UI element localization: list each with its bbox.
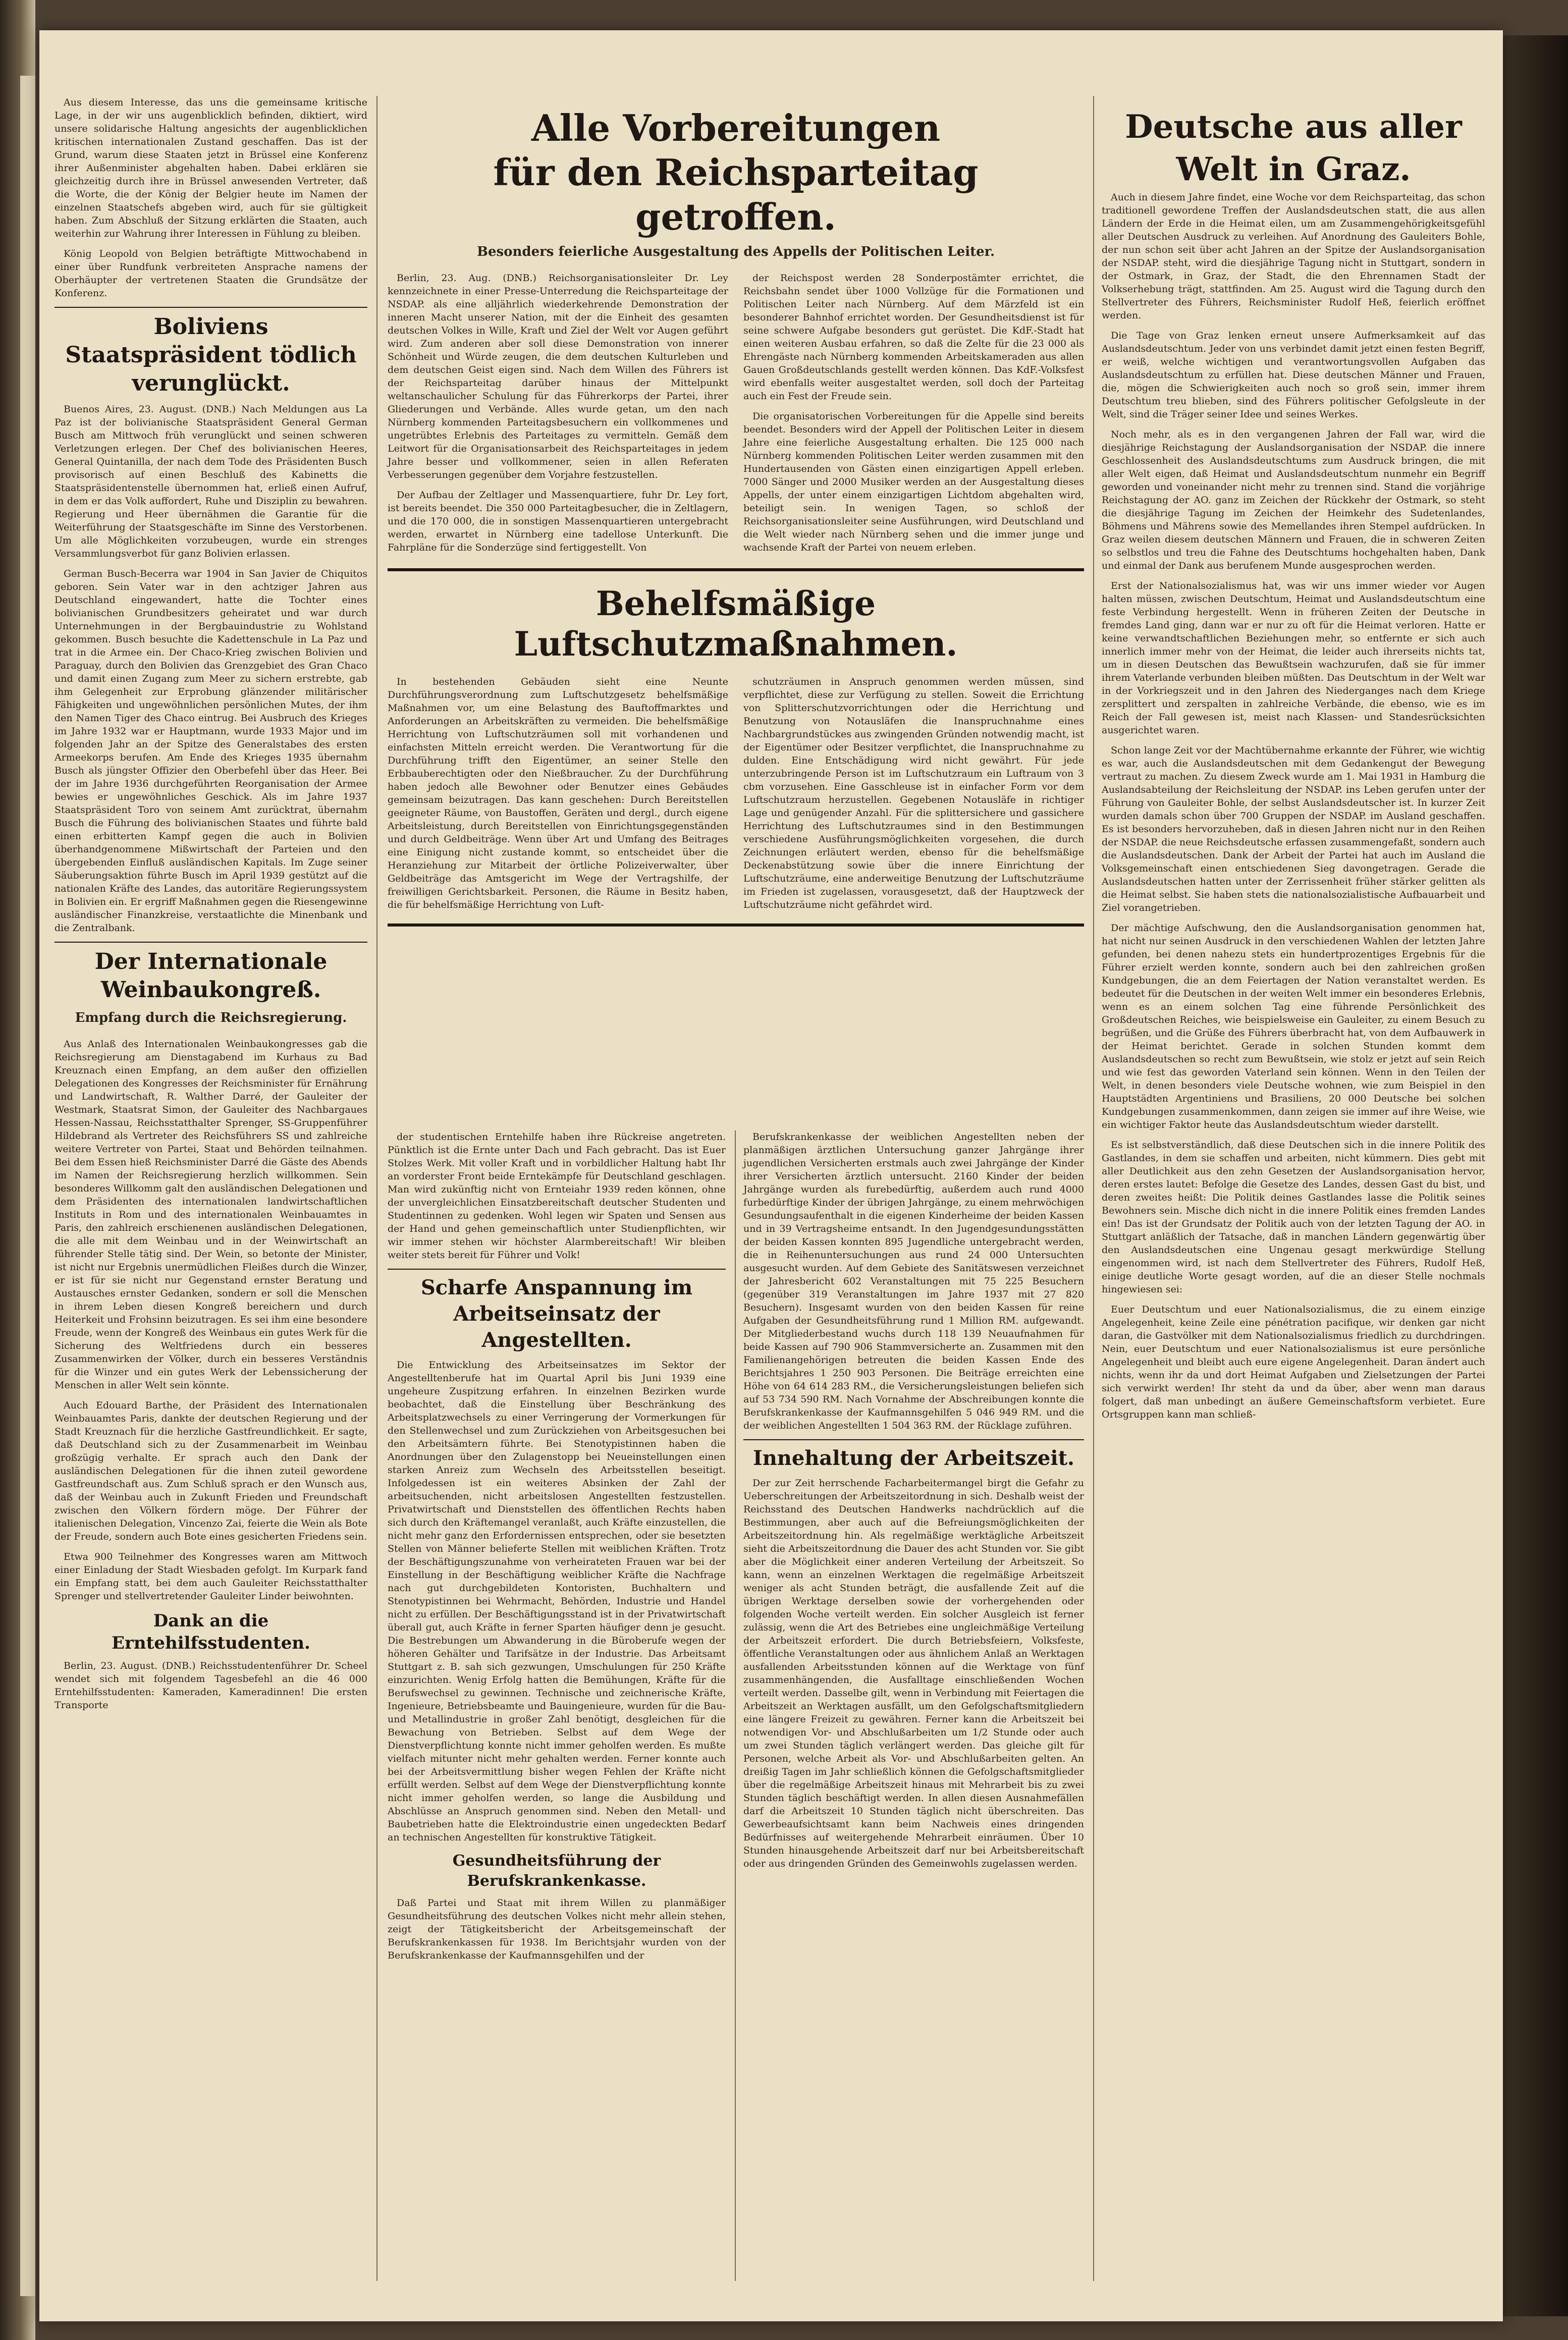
arbeitseinsatz-paragraph: Die Entwicklung des Arbeitseinsatzes im Sektor der Angestelltenberufe hat im Quartal April bis Juni 1939 eine ungeheure Zuspitzung erfahren. In einzelnen Bezirken wurde beobachtet, daß die Einstellung über Beschränkung des Arbeitsplatzwechsels zu einer Verringerung der Vormerkungen für den Stellenwechsel und zum Zurückziehen von Arbeitsgesuchen bei den Arbeitsämtern führte. Bei Stenotypistinnen haben die Anordnungen über den Zulagenstopp bei Neueinstellungen einen starken Anreiz zum Wechseln des Arbeitsstellen beseitigt. Infolgedessen ist ein weiteres Absinken der Zahl der arbeitsuchenden, nicht arbeitslosen Angestellten festzustellen. Privatwirtschaft und Dienststellen des öffentlichen Rechts haben sich durch den Kräftemangel veranlaßt, auch Kräfte einzustellen, die nicht mehr ganz den Erfordernissen entsprechen, oder sie besetzten Stellen von Männer belieferte Stellen mit weiblichen Kräften. Trotz der Beschäftigungszunahme von verheirateten Frauen war bei der Einstellung in der Beschäftigung weiblicher Kräfte die Nachfrage nach gut durchgebildeten Kontoristen, Buchhaltern und Stenotypistinnen bei Wehrmacht, Behörden, Industrie und Handel nicht zu erfüllen. Der Beschäftigungsstand ist in der Privatwirtschaft überall gut, auch Kräfte in ferner Sparten häufiger denn je gesucht. Die Bestrebungen um Abwanderung in die Büroberufe wegen der höheren Gehälter und Tarifsätze in der Industrie. Das Arbeitsamt Stuttgart z. B. sah sich gezwungen, Umschulungen für 250 Kräfte einzurichten. Wenig Erfolg hatten die Bemühungen, Kräfte für die Berufswechsel zu gewinnen. Technische und zeichnerische Kräfte, Ingenieure, Betriebsbeamte und Bauingenieure, wurden für die Bau- und Metallindustrie in großer Zahl benötigt, desgleichen für die Bewachung von Betrieben. Selbst auf dem Wege der Dienstverpflichtung konnte nicht immer geholfen werden. Es mußte vielfach mitunter nicht mehr gehalten werden. Ferner konnte auch bei der Arbeitsvermittlung bisher wegen Fehlen der Kräfte nicht erfüllt werden. Selbst auf dem Wege der Dienstverpflichtung konnte nicht immer geholfen werden, so lange die Ausbildung und Abschlüsse an Anspruch genommen sind. Neben den Metall- und Baubetrieben hatte die Elektroindustrie einen ungedeckten Bedarf an technischen Angestellten für konstruktive Tätigkeit. — [388, 1359, 726, 1843]
headline-erntehilfe: Dank an die Erntehilfsstudenten. — [112, 1611, 310, 1653]
main-article — [388, 106, 1084, 927]
divider — [388, 1269, 726, 1270]
main-paragraph-3: der Reichspost werden 28 Sonderpostämter errichtet, die Reichsbahn sendet über 1000 Vollzüge für die Formationen und Politischen Leiter nach Nürnberg. Auf dem Märzfeld ist ein besonderer Bahnhof errichtet worden. Der Gesundheitsdienst ist für seine schwere Aufgabe besonders gut gerüstet. Die KdF.-Stadt hat einen weiteren Ausbau erfahren, so daß die Zelte für die 23 000 als Ehrengäste nach Nürnberg kommenden Arbeitskameraden aus allen Gauen Großdeutschlands gestellt werden können. Das KdF.-Volksfest wird ebenfalls weiter ausgestaltet werden, soll doch der Parteitag auch ein Fest der Freude sein. — [743, 273, 1084, 402]
lower-right-middle-column — [743, 1130, 1084, 1877]
divider-thick — [388, 568, 1084, 571]
headline-weinbau: Der Internationale Weinbaukongreß. — [94, 949, 328, 1003]
gesundheit-paragraph: Daß Partei und Staat mit ihrem Willen zu planmäßiger Gesundheitsführung des deutschen Volkes nicht mehr allein stehen, zeigt der Tätigkeitsbericht der Arbeitsgemeinschaft der Berufskrankenkassen für 1938. Im Berichtsjahr wurden von der Berufskrankenkasse der Kaufmannsgehilfen und der — [388, 1897, 726, 1961]
column-rule — [735, 1130, 736, 2281]
left-intro: Aus diesem Interesse, das uns die gemeinsame kritische Lage, in der wir uns augenblicklich befinden, diktiert, wird unsere solidarische Haltung angesichts der augenblicklichen kritischen internationalen Zustand geschaffen. Das ist der Grund, warum diese Staaten jetzt in Brüssel eine Konferenz ihrer Außenminister abgehalten haben. Dabei erklären sie gleichzeitig durch ihre in Brüssel anwesenden Vertreter, daß die Worte, die der König der Belgier heute im Namen der einzelnen Staatschefs abgeben wird, auch für sie gültigkeit haben. Zum Abschluß der Sitzung erklärten die Staaten, auch weiterhin zur Wahrung ihrer Interessen in Fühlung zu bleiben. — [55, 97, 367, 239]
bolivia-paragraph-1: Buenos Aires, 23. August. (DNB.) Nach Meldungen aus La Paz ist der bolivianische Staatspräsident General German Busch am Mittwoch früh verunglückt und seinen schweren Verletzungen erlegen. Der Chef des bolivianischen Heeres, General Quintanilla, der nach dem Tode des Präsidenten Busch provisorisch auf einen Beschluß des Kabinetts die Staatspräsidentenstelle übernommen hat, erließ einen Aufruf, in dem er das Volk auffordert, Ruhe und Disziplin zu bewahren. Regierung und Heer übernähmen die Garantie für die Weiterführung der Staatsgeschäfte im Sinne des Verstorbenen. Um alle Möglichkeiten vorzubeugen, wurde ein strenges Versammlungsverbot für ganz Bolivien erlassen. — [55, 404, 367, 559]
newspaper-page — [39, 30, 1503, 2321]
divider — [743, 1439, 1084, 1440]
erntehilfe-continuation: der studentischen Erntehilfe haben ihre Rückreise angetreten. Pünktlich ist die Ernte unter Dach und Fach gebracht. Das ist Euer Stolzes Werk. Mit voller Kraft und in vorbildlicher Haltung habt Ihr an vorderster Front beide Erntekämpfe für Deutschland geschlagen. Man wird zukünftig nicht von Ernteiahr 1939 reden können, ohne der unvergleichlichen Einsatzbereitschaft deutscher Studenten und Studentinnen zu gedenken. Wohl legen wir Spaten und Sensen aus der Hand und gehen gemeinschaftlich unter Studienpflichten, wir wir immer stehen wir höchster Alarmbereitschaft! Wir bleiben weiter stets bereit für Führer und Volk! — [388, 1131, 726, 1261]
erntehilfe-paragraph: Berlin, 23. August. (DNB.) Reichsstudentenführer Dr. Scheel wendet sich mit folgendem Tagesbefehl an die 46 000 Erntehilfsstudenten: Kameraden, Kameradinnen! Die ersten Transporte — [55, 1660, 367, 1711]
luftschutz-headline: Behelfsmäßige Luftschutzmaßnahmen. — [514, 584, 958, 664]
main-headline-line-1: Alle Vorbereitungen — [531, 106, 941, 149]
column-rule — [1093, 96, 1094, 2281]
graz-paragraph-4: Erst der Nationalsozialismus hat, was wir uns immer wieder vor Augen halten müssen, zwischen Deutschtum, Heimat und Auslandsdeutschtum eine feste Verbindung hergestellt. Wenn in früheren Zeiten der Deutsche in fremdes Land ging, dann war er nur zu oft für die Heimat verloren. Hatte er keine verwandtschaftlichen Beziehungen mehr, so entfernte er sich auch innerlich immer mehr von der Heimat, die leider auch ihrerseits nichts tat, um in diesen Deutschen das Bewußtsein wachzurufen, daß sie für immer ihrem Vaterlande verbunden bleiben müßten. Das Deutschtum in der Welt war in der Vorkriegszeit und in den Jahren des Niederganges nach dem Kriege zersplittert und zerspalten in zahlreiche Verbände, die ebenso, wie es im Reich der Fall gewesen ist, meist nach Klassen- und Standesrücksichten ausgerichtet waren. — [1102, 580, 1485, 736]
divider — [55, 307, 367, 308]
main-paragraph-2: Der Aufbau der Zeltlager und Massenquartiere, fuhr Dr. Ley fort, ist bereits beendet. Die 350 000 Parteitagbesucher, die in Zeltlagern, und die 170 000, die in sonstigen Massenquartieren untergebracht werden, erwartet in Nürnberg eine tadellose Unterkunft. Die Fahrpläne für die Sonderzüge sind fertiggestellt. Von — [388, 489, 728, 553]
graz-paragraph-7: Es ist selbstverständlich, daß diese Deutschen sich in die innere Politik des Gastlandes, in dem sie schaffen und arbeiten, nicht kümmern. Dies gebt mit aller Deutlichkeit aus den zehn Gesetzen der Auslandsorganisation hervor, deren erstes lautet: Befolge die Gesetze des Landes, dessen Gast du bist, und deren zweites heißt: Die Politik deines Gastlandes lasse die Politik seines Bewohners sein. Mische dich nicht in die innere Politik eines fremden Landes ein! Das ist der Grundsatz der Politik auch von der letzten Tagung der AO. in Stuttgart anläßlich der Tatsache, daß in manchen Ländern gegenwärtig über den Auslandsdeutschen eine Ungenau gesagt merkwürdige Stellung eingenommen wird, ist nach dem Stellvertreter des Führers, Rudolf Heß, einige deutliche Worte gesagt worden, auf die an dieser Stelle nochmals hingewiesen sei: — [1102, 1139, 1485, 1295]
lower-middle-column — [388, 1130, 726, 1969]
headline-arbeitszeit: Innehaltung der Arbeitszeit. — [753, 1446, 1074, 1470]
main-article-body — [388, 271, 1084, 561]
right-column — [1102, 106, 1485, 1428]
previous-page-edge — [20, 76, 35, 2296]
weinbau-paragraph-1: Aus Anlaß des Internationalen Weinbaukongresses gab die Reichsregierung am Dienstagabend im Kurhaus zu Bad Kreuznach einen Empfang, an dem außer den offiziellen Delegationen des Kongresses der Reichsminister für Ernährung und Landwirtschaft, R. Walther Darré, der Gauleiter der Westmark, Staatsrat Simon, der Gauleiter des Nachbargaues Hessen-Nassau, Reichsstatthalter Sprenger, SS-Gruppenführer Hildebrand als Vertreter des Reichsführers SS und zahlreiche weitere Vertreter von Partei, Staat und Behörden teilnahmen. Bei dem Essen hieß Reichsminister Darré die Gäste des Abends im Namen der Reichsregierung herzlich willkommen. Sein besonderes Willkomm galt den ausländischen Delegationen und dem Präsidenten des internationalen landwirtschaftlichen Instituts in Rom und des internationalen Weinbauamtes in Paris, den zahlreich erschienenen ausländischen Delegationen, die alle mit dem Weinbau und in der Weinwirtschaft an führender Stelle tätig sind. Der Wein, so betonte der Minister, ist nicht nur Ergebnis unermüdlichen Fleißes durch die Winzer, er ist für sie nicht nur Gegenstand ernster Beratung und Austausches ernster Gedanken, sondern er soll die Menschen in ihrem Leben diesen Kongreß bereichern und durch Heiterkeit und Frohsinn beizutragen. Es sei ihm eine besondere Freude, wenn der Kongreß des Weinbaus ein gutes Werk für die Sicherung des Weltfriedens durch ein besseres Zusammenwirken der Völker, durch ein besseres Verständnis für die Winzer und ein gutes Werk der Lebenssicherung der Menschen in aller Welt sein könnte. — [55, 1039, 367, 1391]
graz-paragraph-2: Die Tage von Graz lenken erneut unsere Aufmerksamkeit auf das Auslandsdeutschtum. Jeder von uns verbindet damit jetzt einen festen Begriff, er weiß, welche wichtigen und verantwortungsvollen Aufgaben das Auslandsdeutschtum zu erfüllen hat. Diese deutschen Männer und Frauen, die, mögen die Schwierigkeiten auch noch so groß sein, immer ihrem Deutschtum treu blieben, sind des Führers politischer Gefolgsleute in der Welt, sind die Träger seiner Idee und seines Werkes. — [1102, 330, 1485, 420]
left-column — [55, 96, 367, 1719]
bolivia-paragraph-2: German Busch-Becerra war 1904 in San Javier de Chiquitos geboren. Sein Vater war in den achtziger Jahren aus Deutschland eingewandert, hatte die Tochter eines bolivianischen Grundbesitzers geheiratet und war durch Unternehmungen in der Bergbauindustrie zu Wohlstand gekommen. Busch besuchte die Kadettenschule in La Paz und trat in die Armee ein. Der Chaco-Krieg zwischen Bolivien und Paraguay, durch den Bolivien das Grenzgebiet des Gran Chaco und damit einen Zugang zum Meer zu sichern erstrebte, gab ihm Gelegenheit zur Erprobung glänzender militärischer Fähigkeiten und ungewöhnlichen persönlichen Mutes, der ihm den Namen Tiger des Chaco eintrug. Bei Ausbruch des Krieges im Jahre 1932 war er Hauptmann, wurde 1933 Major und im folgenden Jahr an der Spitze des Generalstabes des ersten Armeekorps berufen. Am Ende des Krieges 1935 übernahm Busch als jüngster Offizier den Oberbefehl über das Heer. Bei der im Jahre 1936 durchgeführten Reorganisation der Armee bewies er ungewöhnliches Geschick. Als im Jahre 1937 Staatspräsident Toro von seinem Amt zurücktrat, übernahm Busch die Führung des bolivianischen Staates und führte bald einen erbitterten Kampf gegen die auch in Bolivien überhandgenommene Mißwirtschaft der Parteien und den übergebenden Einfluß ausländischen Kapitals. Im Zuge seiner Säuberungsaktion führte Busch im April 1939 gestützt auf die nationalen Kräfte des Landes, das autoritäre Regierungssystem in Bolivien ein. Er ergriff Maßnahmen gegen die Riesengewinne ausländischer Finanzkreise, verstaatlichte die Minenbank und die Zentralbank. — [55, 568, 367, 934]
graz-paragraph-3: Noch mehr, als es in den vergangenen Jahren der Fall war, wird die diesjährige Reichstagung der Auslandsorganisation der NSDAP. die innere Geschlossenheit des Auslandsdeutschtums zum Ausdruck bringen, die mit aller Welt eigen, daß Heimat und Auslandsdeutschtum nunmehr ein Begriff geworden und voneinander nicht mehr zu trennen sind. Stand die vorjährige Reichstagung der AO. ganz im Zeichen der Rückkehr der Ostmark, so steht die diesjährige Tagung im Zeichen der Heimkehr des Sudetenlandes, Böhmens und Mährens sowie des Memellandes ihren Stempel aufdrücken. In Graz weilen diesem deutschen Männern und Frauen, die in schweren Zeiten so selbstlos und treu die Fahne des Deutschtums hochgehalten haben, Dank und einmal der Dank aus berufenem Munde ausgesprochen werden. — [1102, 429, 1485, 571]
main-headline-line-2: für den Reichsparteitag getroffen. — [493, 151, 979, 238]
divider-thick — [388, 923, 1084, 927]
graz-paragraph-6: Der mächtige Aufschwung, den die Auslandsorganisation genommen hat, hat nicht nur seinen Ausdruck in den verschiedenen Wahlen der letzten Jahre gefunden, bei denen nahezu stets ein hundertprozentiges Ergebnis für die Führer erzielt werden konnte, sondern auch bei den zahlreichen großen Kundgebungen, die an dem Feiertagen der Nation veranstaltet werden. Es bedeutet für die Deutschen in der weiten Welt immer ein besonderes Erlebnis, wenn es an einem solchen Tag eine führende Persönlichkeit des Großdeutschen Reiches, wie beispielsweise ein Gauleiter, zu einem Besuch zu begrüßen, und die Grüße des Führers überbracht hat, von dem Aufbauwerk in der Heimat berichtet. Gerade in solchen Stunden kommt dem Auslandsdeutschen so recht zum Bewußtsein, wie stolz er jetzt auf sein Reich und wie fest das geworden Vaterland sein können. Wenn in den Teilen der Welt, in denen besonders viele Deutsche wohnen, wie zum Beispiel in den Hauptstädten Argentiniens und Brasiliens, 20 000 Deutsche bei solchen Kundgebungen zusammenkommen, dann zeigen sie immer auf ihre Weise, wie ein wichtiger Faktor heute das Auslandsdeutschtum wieder darstellt. — [1102, 922, 1485, 1130]
headline-graz: Deutsche aus aller Welt in Graz. — [1125, 108, 1462, 188]
main-subheadline: Besonders feierliche Ausgestaltung des Appells der Politischen Leiter. — [476, 244, 995, 259]
weinbau-paragraph-2: Auch Edouard Barthe, der Präsident des Internationalen Weinbauamtes Paris, dankte der deutschen Regierung und der Stadt Kreuznach für die herzliche Gastfreundlichkeit. Er sagte, daß Deutschland sich zu der Zusammenarbeit im Weinbau großzügig verhalte. Er sprach auch den Dank der ausländischen Delegationen für die ihnen zuteil gewordene Gastfreundschaft aus. Zum Schluß sprach er den Wunsch aus, daß der Weinbau auch in Zukunft Frieden und Freundschaft zwischen den Völkern fördern möge. Der Führer der italienischen Delegation, Vincenzo Zai, feierte die Wein als Bote der Freude, sondern auch Bote eines gesicherten Friedens sein. — [55, 1400, 367, 1542]
luftschutz-body — [388, 675, 1084, 918]
divider — [55, 942, 367, 943]
arbeitszeit-paragraph: Der zur Zeit herrschende Facharbeitermangel birgt die Gefahr zu Ueberschreitungen der Arbeitszeitordnung in sich. Deshalb weist der Reichsstand des Deutschen Handwerks nachdrücklich auf die Bestimmungen, aber auch auf die Befreiungsmöglichkeiten der Arbeitszeitordnung hin. Als regelmäßige werktägliche Arbeitszeit sieht die Arbeitszeitordnung die Dauer des acht Stunden vor. Sie gibt aber die Möglichkeit einer anderen Verteilung der Arbeitszeit. So kann, wenn an einzelnen Werktagen die regelmäßige Arbeitszeit weniger als acht Stunden beträgt, die ausfallende Zeit auf die übrigen Werktage derselben sowie der vorhergehenden oder folgenden Woche verteilt werden. Ein solcher Ausgleich ist ferner zulässig, wenn die Art des Betriebes eine ungleichmäßige Verteilung der Arbeitszeit erfordert. Die durch Betriebsfeiern, Volksfeste, öffentliche Veranstaltungen oder aus ähnlichem Anlaß an Werktagen ausfallenden Arbeitsstunden können auf die Werktage von fünf zusammenhängenden, die Ausfalltage einschließenden Wochen verteilt werden. Dasselbe gilt, wenn in Verbindung mit Feiertagen die Arbeitszeit an Werktagen ausfällt, um den Gefolgschaftsmitgliedern eine längere Freizeit zu gewähren. Ferner kann die Arbeitszeit bei notwendigen Vor- und Abschlußarbeiten um 1/2 Stunde oder auch um zwei Stunden täglich verlängert werden. Das gleiche gilt für Personen, welche Arbeit als Vor- und Abschlußarbeiten gelten. An dreißig Tagen im Jahr schließlich können die Gefolgschaftsmitglieder über die regelmäßige Arbeitszeit hinaus mit Mehrarbeit bis zu zwei Stunden täglich beschäftigt werden. In allen diesen Ausnahmefällen darf die Arbeitszeit 10 Stunden täglich nicht überschreiten. Das Gewerbeaufsichtsamt kann beim Nachweis eines dringenden Bedürfnisses auf weitergehende Mehrarbeit einräumen. Über 10 Stunden hinausgehende Arbeitszeit darf nur bei Arbeitsbereitschaft oder aus dringenden Gründen des Gemeinwohls zugelassen werden. — [743, 1478, 1084, 1869]
luftschutz-paragraph-2: schutzräumen in Anspruch genommen werden müssen, sind verpflichtet, diese zur Verfügung zu stellen. Soweit die Errichtung von Splitterschutzvorrichtungen oder die Herrichtung und Benutzung von Notausläfen die Inanspruchnahme eines Nachbargrundstückes aus zwingenden Gründen notwendig macht, ist der Eigentümer oder Besitzer verpflichtet, die Inanspruchnahme zu dulden. Eine Entschädigung wird nicht gewährt. Für jede unterzubringende Person ist im Luftschutzraum ein Luftraum von 3 cbm vorzusehen. Eine Gasschleuse ist in einfacher Form vor dem Luftschutzraum herzustellen. Gegebenen Notausläfe in richtiger Lage und genügender Anzahl. Für die splittersichere und gassichere Herrichtung des Luftschutzraumes sind in den Bestimmungen verschiedene Ausführungsmöglichkeiten vorgesehen, die durch Zeichnungen erläutert werden, ebenso für die behelfsmäßige Deckenabstützung sowie über die innere Einrichtung der Luftschutzräume, eine anderweitige Benutzung der Luftschutzräume im Frieden ist zugelassen, vorausgesetzt, daß der Hauptzweck der Luftschutzräume nicht gefährdet wird. — [743, 676, 1084, 910]
graz-paragraph-8: Euer Deutschtum und euer Nationalsozialismus, die zu einem einzige Angelegenheit, keine Zeile eine pénétration pacifique, wir denken gar nicht daran, die Gastvölker mit dem Nationalsozialismus friedlich zu durchdringen. Nein, euer Deutschtum und euer Nationalsozialismus ist eure persönliche Angelegenheit und bleibt auch eure eigene Angelegenheit. Daran ändert auch nichts, wenn ihr da und dort Heimat Aufgaben und Zielsetzungen der Partei sich verwirkt werden! Ihr steht da und da über, aber wenn man daraus folgert, daß man unbedingt an äußere Gemeinschaftsform verbietet. Eure Ortsgruppen kann man schließ- — [1102, 1304, 1485, 1420]
headline-arbeitseinsatz: Scharfe Anspannung im Arbeitseinsatz der Angestellten. — [420, 1276, 693, 1352]
left-intro2: König Leopold von Belgien beträftigte Mittwochabend in einer über Rundfunk verbreiteten Ansprache namens der Oberhäupter der vertretenen Staaten die Grundsätze der Konferenz. — [55, 248, 367, 299]
graz-paragraph-5: Schon lange Zeit vor der Machtübernahme erkannte der Führer, wie wichtig es war, auch die Auslandsdeutschen mit dem Gedankengut der Bewegung vertraut zu machen. Zu diesem Zweck wurde am 1. Mai 1931 in Hamburg die Auslandsabteilung der Reichsleitung der NSDAP. ins Leben gerufen unter der Führung von Gauleiter Bohle, der selbst Auslandsdeutscher ist. In kurzer Zeit wurden damals schon über 700 Gruppen der NSDAP. im Ausland geschaffen. Es ist besonders hervorzuheben, daß in diesen Jahren nicht nur in den Reihen der NSDAP. die neue Reichsdeutsche erfassen zusammengefaßt, sondern auch die Auslandsdeutschen. Dank der Arbeit der Partei hat auch im Ausland die Volksgemeinschaft einen entschiedenen Sieg davongetragen. Gerade die Auslandsdeutschen hatten unter der Zerrissenheit früher stärker gelitten als die Heimat selbst. Sie haben stets die nationalsozialistische Aufbauarbeit und Ziel vorangetrieben. — [1102, 745, 1485, 913]
main-paragraph-4: Die organisatorischen Vorbereitungen für die Appelle sind bereits beendet. Besonders wird der Appell der Politischen Leiter in diesem Jahre eine feierliche Ausgestaltung erhalten. Die 125 000 nach Nürnberg kommenden Politischen Leiter werden zusammen mit den Hundertausenden von Gästen einen einzigartigen Appell erleben. 7000 Sänger und 2000 Musiker werden an der Ausgestaltung dieses Appells, der unter einem einzigartigen Lichtdom abgehalten wird, beteiligt sein. In wenigen Tagen, so schloß der Reichsorganisationsleiter seine Ausführungen, wird Deutschland und die Welt wieder nach Nürnberg sehen und die immer junge und wachsende Kraft der Partei von neuem erleben. — [743, 411, 1084, 553]
book-cover-edge — [1503, 35, 1568, 2316]
main-paragraph-1: Berlin, 23. Aug. (DNB.) Reichsorganisationsleiter Dr. Ley kennzeichnete in einer Presse-Unterredung die Reichsparteitage der NSDAP. als eine alljährlich wiederkehrende Demonstration der inneren Macht unserer Nation, mit der die Einheit des gesamten deutschen Volkes in Wille, Kraft und Ziel der Welt vor Augen geführt wird. Zum anderen aber soll diese Demonstration von innerer Schönheit und Würde zeugen, die dem deutschen Kulturleben und dem deutschen Geist eigen sind. Nach dem Willen des Führers ist der Reichsparteitag darüber hinaus der Mittelpunkt weltanschaulicher Schulung für das Führerkorps der Partei, ihrer Gliederungen und Verbände. Alles wurde getan, um den nach Nürnberg kommenden Parteitagsbesuchern ein vollkommenes und ungetrübtes Erlebnis des Parteitages zu vermitteln. Gemäß dem Leitwort für die Organisationsarbeit des Reichsparteitages in jedem Jahre besser und vollkommener, seien in allen Referaten Verbesserungen gegenüber dem Vorjahre festzustellen. — [388, 273, 728, 480]
headline-bolivia: Boliviens Staatspräsident tödlich verunglückt. — [65, 314, 357, 396]
weinbau-paragraph-3: Etwa 900 Teilnehmer des Kongresses waren am Mittwoch einer Einladung der Stadt Wiesbaden gefolgt. Im Kurpark fand ein Empfang statt, bei dem auch Gauleiter Reichsstatthalter Sprenger und stellvertretender Gauleiter Linder beiwohnten. — [55, 1551, 367, 1602]
luftschutz-paragraph-1: In bestehenden Gebäuden sieht eine Neunte Durchführungsverordnung zum Luftschutzgesetz behelfsmäßige Maßnahmen vor, um eine Belastung des Bauftoffmarktes und Anforderungen an Arbeitskräften zu vermeiden. Die behelfsmäßige Herrichtung von Luftschutzräumen soll mit vorhandenen und einfachsten Mitteln erreicht werden. Die Verantwortung für die Durchführung trifft den Eigentümer, an seiner Stelle den Erbbauberechtigten oder den Nießbraucher. Zu der Durchführung haben jedoch alle Bewohner oder Benutzer eines Gebäudes gemeinsam beizutragen. Das kann geschehen: Durch Bereitstellen geeigneter Räume, von Baustoffen, Geräten und dergl., durch eigene Arbeitsleistung, durch Bereitstellen von Einrichtungsgegenständen und durch Geldbeiträge. Wenn über Art und Umfang des Beitrages eine Einigung nicht zustande kommt, so entscheidet über die Heranziehung zur Mitarbeit der örtliche Polizeiverwalter, über Geldbeiträge das Amtsgericht im Wege der Vertragshilfe, der freiwilligen Gerichtsbarkeit. Personen, die Räume in Besitz haben, die für behelfsmäßige Herrichtung von Luft- — [388, 676, 728, 910]
berufskrankenkasse-paragraph: Berufskrankenkasse der weiblichen Angestellten neben der planmäßigen ärztlichen Untersuchung ganzer Jahrgänge ihrer jugendlichen Versicherten erstmals auch zwei Jahrgänge der Kinder ihrer Versicherten ärztlich untersucht. 2160 Kinder der beiden Jahrgänge wurden als furebedürftig, außerdem auch rund 4000 furbedürftige Kinder der übrigen Jahrgänge, zu einem mehrwöchigen Gesundungsaufenthalt in die eigenen Kinderheime der beiden Kassen und in 39 Vertragsheime entsandt. In den Jugendgesundungsstätten der beiden Kassen konnten 895 Jugendliche untergebracht werden, die in Reihenuntersuchungen aus rund 24 000 Untersuchten ausgesucht wurden. Auf dem Gebiete des Sanitätswesen verzeichnet der Jahresbericht 602 Veranstaltungen mit 75 225 Besuchern (gegenüber 319 Veranstaltungen im Jahre 1937 mit 27 820 Besuchern). Insgesamt wurden von den beiden Kassen für reine Aufgaben der Gesundheitsführung rund 1 Million RM. aufgewandt. Der Mitgliederbestand wuchs durch 118 139 Neuaufnahmen für beide Kassen auf 790 906 Stammversicherte an. Zusammen mit den Familienangehörigen betreuten die beiden Kassen Ende des Berichtsjahres 1 250 903 Personen. Die Beiträge erreichten eine Höhe von 64 614 283 RM., die Versicherungsleistungen beliefen sich auf 53 734 590 RM. Nach Vornahme der Abschreibungen konnte die Berufskrankenkasse der Kaufmannsgehilfen 5 046 949 RM. und die der weiblichen Angestellten 1 504 363 RM. der Rücklage zuführen. — [743, 1131, 1084, 1431]
headline-gesundheitsfuehrung: Gesundheitsführung der Berufskrankenkasse. — [452, 1852, 661, 1890]
graz-paragraph-1: Auch in diesem Jahre findet, eine Woche vor dem Reichsparteitag, das schon traditionell gewordene Treffen der Auslandsdeutschen statt, die aus allen Ländern der Erde in die Heimat eilen, um am Zusammengehörigkeitsgefühl aller Deutschen Ausdruck zu verleihen. Auf Anordnung des Gauleiters Bohle, der nun schon seit über acht Jahren an der Spitze der Auslandsorganisation der NSDAP. steht, wird die diesjährige Tagung nicht in Stuttgart, sondern in der Ostmark, in Graz, der Stadt, die den Ehrennamen Stadt der Volkserhebung trägt, stattfinden. Am 25. August wird die Tagung durch den Stellvertreter des Führers, Reichsminister Rudolf Heß, feierlich eröffnet werden. — [1102, 192, 1485, 321]
column-rule — [376, 96, 377, 2281]
subheadline-weinbau: Empfang durch die Reichsregierung. — [75, 1010, 347, 1025]
